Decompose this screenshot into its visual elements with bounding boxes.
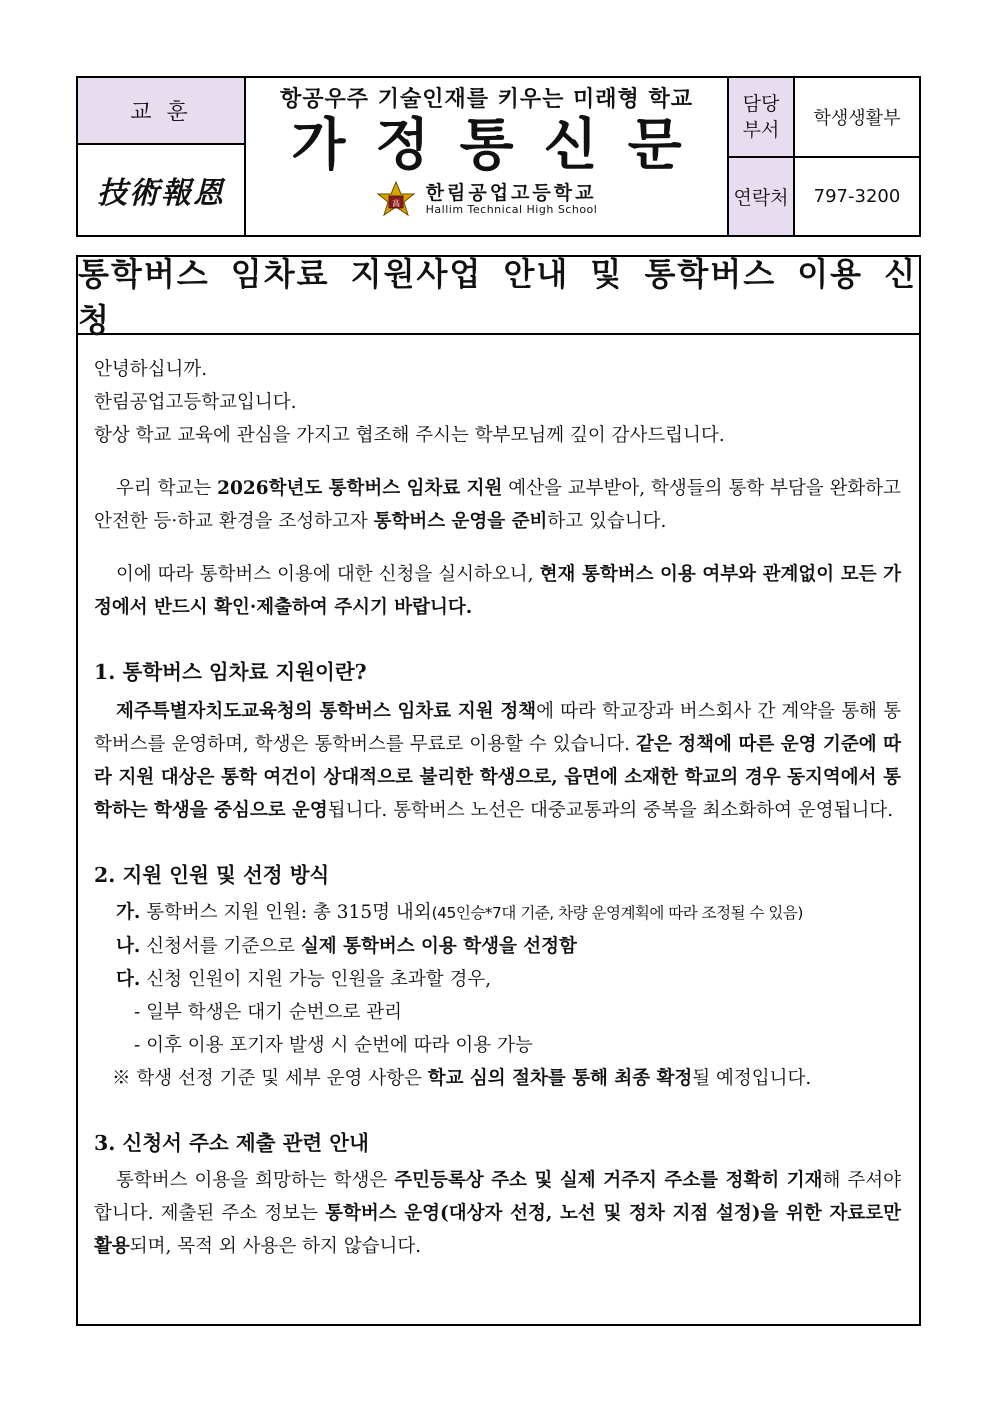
contact-label: 연락처 <box>727 158 795 235</box>
greeting-line: 안녕하십니까. <box>94 359 208 380</box>
motto-label: 교 훈 <box>78 78 246 145</box>
intro-paragraph: 우리 학교는 2026학년도 통학버스 임차료 지원 예산을 교부받아, 학생들의 통학 부담을 완화하고 안전한 등·하교 환경을 조성하고자 통학버스 운영을 준비하고 있습니다. <box>94 478 902 532</box>
greeting-line: 한림공업고등학교입니다. <box>94 392 297 413</box>
department-value: 학생생활부 <box>795 78 919 158</box>
motto-value: 技術報恩 <box>78 145 246 235</box>
department-label <box>727 78 795 158</box>
section-2-heading: 2. 지원 인원 및 선정 방식 <box>94 863 330 887</box>
request-paragraph: 이에 따라 통학버스 이용에 대한 신청을 실시하오니, 현재 통학버스 이용 여부와 관계없이 모든 가정에서 반드시 확인·제출하여 주시기 바랍니다. <box>94 564 901 618</box>
school-emblem-icon <box>376 181 416 219</box>
notice-body <box>78 335 919 1263</box>
list-item: 다. 신청 인원이 지원 가능 인원을 초과할 경우, <box>116 969 492 990</box>
page-title: 가정통신문 <box>291 113 712 178</box>
sub-item: - 이후 이용 포기자 발생 시 순번에 따라 이용 가능 <box>134 1035 533 1056</box>
note: ※ 학생 선정 기준 및 세부 운영 사항은 학교 심의 절차를 통해 최종 확정될 예정입니다. <box>112 1068 812 1089</box>
list-item: 가. 통학버스 지원 인원: 총 315명 내외(45인승*7대 기준, 차량 운영계획에 따라 조정될 수 있음) <box>116 902 803 923</box>
svg-text:高: 高 <box>391 199 400 208</box>
school-name-english: Hallim Technical High School <box>425 203 598 217</box>
newsletter-header <box>76 76 921 237</box>
greeting-line: 항상 학교 교육에 관심을 가지고 협조해 주시는 학부모님께 깊이 감사드립니다. <box>94 425 725 446</box>
department-label-text: 담당 부서 <box>742 93 780 141</box>
section-3-paragraph: 통학버스 이용을 희망하는 학생은 주민등록상 주소 및 실제 거주지 주소를 정확히 기재해 주셔야 합니다. 제출된 주소 정보는 통학버스 운영(대상자 선정, 노선 및 정차 지점 설정)을 위한 자료로만 활용되며, 목적 외 사용은 하지 않습니다. <box>94 1170 901 1257</box>
section-1-heading: 1. 통학버스 임차료 지원이란? <box>94 660 367 684</box>
header-center <box>246 78 727 235</box>
section-3-heading: 3. 신청서 주소 제출 관련 안내 <box>94 1131 369 1155</box>
school-slogan: 항공우주 기술인재를 키우는 미래형 학교 <box>280 87 693 112</box>
notice-title: 통학버스 임차료 지원사업 안내 및 통학버스 이용 신청 <box>78 255 918 339</box>
sub-item: - 일부 학생은 대기 순번으로 관리 <box>134 1002 402 1023</box>
list-item: 나. 신청서를 기준으로 실제 통학버스 이용 학생을 선정함 <box>116 936 577 957</box>
section-1-paragraph: 제주특별자치도교육청의 통학버스 임차료 지원 정책에 따라 학교장과 버스회사 간 계약을 통해 통학버스를 운영하며, 학생은 통학버스를 무료로 이용할 수 있습니다. 같은 정책에 따른 운영 기준에 따라 지원 대상은 통학 여건이 상대적으로 불리한 학생으로, 읍면에 소재한 학교의 경우 동지역에서 통학하는 학생을 중심으로 운영됩니다. 통학버스 노선은 대중교통과의 중복을 최소화하여 운영됩니다. <box>94 701 901 821</box>
notice-box <box>76 255 921 1326</box>
school-name-korean: 한림공업고등학교 <box>425 182 597 205</box>
contact-value: 797-3200 <box>813 186 901 207</box>
school-identity <box>376 181 598 219</box>
